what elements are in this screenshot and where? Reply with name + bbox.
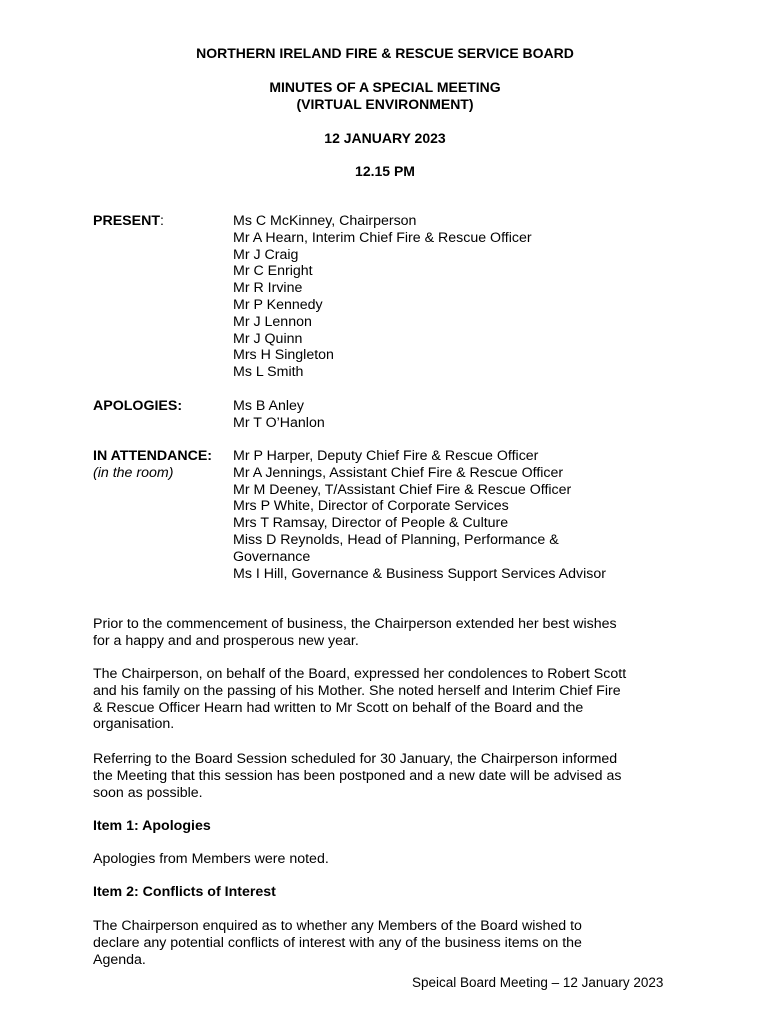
list-item: Mrs T Ramsay, Director of People & Culture bbox=[233, 515, 509, 532]
paragraph-line: and his family on the passing of his Mother. She noted herself and Interim Chief Fire bbox=[93, 682, 621, 699]
paragraph-line: The Chairperson enquired as to whether any Members of the Board wished to bbox=[93, 918, 582, 934]
list-item: Ms I Hill, Governance & Business Support Services Advisor bbox=[233, 565, 606, 582]
list-item: Mr J Craig bbox=[233, 246, 299, 263]
list-item: Mr M Deeney, T/Assistant Chief Fire & Rescue Officer bbox=[233, 481, 572, 498]
present-label: PRESENT: bbox=[93, 213, 164, 229]
paragraph-line: The Chairperson, on behalf of the Board, expressed her condolences to Robert Scott bbox=[93, 666, 627, 682]
paragraph-line: Referring to the Board Session scheduled for 30 January, the Chairperson informed bbox=[93, 751, 618, 767]
list-item: Governance bbox=[233, 548, 311, 565]
paragraph-line: & Rescue Officer Hearn had written to Mr Scott on behalf of the Board and the bbox=[93, 699, 584, 716]
paragraph-line: for a happy and and prosperous new year. bbox=[93, 632, 359, 649]
paragraph-line: Prior to the commencement of business, the Chairperson extended her best wishes bbox=[93, 616, 617, 632]
attendance-list bbox=[233, 448, 606, 582]
list-item: Mr A Jennings, Assistant Chief Fire & Rescue Officer bbox=[233, 464, 564, 481]
paragraph-line: soon as possible. bbox=[93, 784, 203, 801]
attendance-sublabel: (in the room) bbox=[93, 465, 174, 481]
meeting-time: 12.15 PM bbox=[355, 163, 415, 179]
list-item: Mr P Harper, Deputy Chief Fire & Rescue Officer bbox=[233, 448, 539, 464]
list-item: Mr P Kennedy bbox=[233, 296, 323, 313]
paragraph-board-session bbox=[93, 751, 683, 801]
list-item: Ms C McKinney, Chairperson bbox=[233, 213, 417, 229]
item2-paragraph bbox=[93, 918, 683, 968]
list-item: Mr R Irvine bbox=[233, 280, 303, 297]
list-item: Mrs H Singleton bbox=[233, 347, 334, 364]
list-item: Mr J Quinn bbox=[233, 330, 303, 347]
paragraph-line: organisation. bbox=[93, 716, 175, 733]
item1-heading: Item 1: Apologies bbox=[93, 818, 211, 834]
meeting-date: 12 JANUARY 2023 bbox=[324, 130, 446, 146]
list-item: Mrs P White, Director of Corporate Services bbox=[233, 498, 509, 515]
list-item: Mr J Lennon bbox=[233, 313, 312, 330]
minutes-title: MINUTES OF A SPECIAL MEETING bbox=[269, 79, 501, 95]
present-list bbox=[233, 213, 532, 381]
list-item: Ms L Smith bbox=[233, 364, 304, 381]
paragraph-line: Agenda. bbox=[93, 951, 146, 968]
list-item: Miss D Reynolds, Head of Planning, Performance & bbox=[233, 531, 559, 548]
list-item: Ms B Anley bbox=[233, 398, 304, 414]
org-heading: NORTHERN IRELAND FIRE & RESCUE SERVICE BOARD bbox=[196, 45, 574, 61]
paragraph-line: the Meeting that this session has been postponed and a new date will be advised as bbox=[93, 767, 622, 784]
apologies-label: APOLOGIES: bbox=[93, 398, 183, 414]
attendance-label: IN ATTENDANCE: bbox=[93, 448, 213, 464]
apologies-list bbox=[233, 398, 325, 432]
minutes-subtitle: (VIRTUAL ENVIRONMENT) bbox=[296, 96, 474, 112]
paragraph-condolences bbox=[93, 666, 683, 733]
paragraph-line: declare any potential conflicts of interest with any of the business items on the bbox=[93, 934, 582, 951]
list-item: Mr C Enright bbox=[233, 263, 313, 280]
page-footer: Speical Board Meeting – 12 January 2023 bbox=[412, 975, 664, 990]
item2-heading: Item 2: Conflicts of Interest bbox=[93, 884, 276, 900]
item1-text: Apologies from Members were noted. bbox=[93, 851, 329, 867]
list-item: Mr T O’Hanlon bbox=[233, 414, 325, 431]
paragraph-best-wishes bbox=[93, 616, 683, 650]
list-item: Mr A Hearn, Interim Chief Fire & Rescue Officer bbox=[233, 229, 532, 246]
